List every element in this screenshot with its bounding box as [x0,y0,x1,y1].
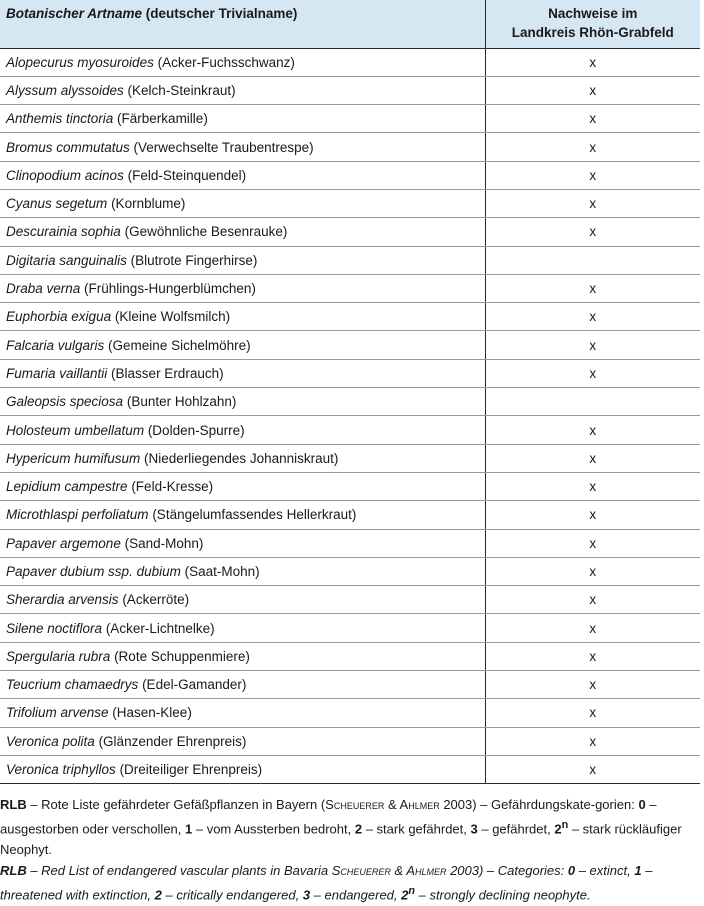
record-mark: x [485,133,700,161]
species-cell [0,161,485,189]
footnote-english-text: – endangered, [310,887,402,903]
table-row [0,557,700,585]
record-mark: x [485,359,700,387]
common-name: (Dolden-Spurre) [144,422,245,438]
table-row [0,671,700,699]
species-cell [0,133,485,161]
botanical-name: Euphorbia exigua [6,309,112,325]
table-row [0,472,700,500]
footnote-english-text: – strongly declining neophyte. [414,887,591,903]
footnote-german [0,794,700,860]
botanical-name: Draba verna [6,281,81,297]
species-cell [0,586,485,614]
common-name: (Färberkamille) [113,111,208,127]
record-mark: x [485,218,700,246]
botanical-name: Anthemis tinctoria [6,111,114,127]
species-cell [0,444,485,472]
botanical-name: Fumaria vaillantii [6,365,108,381]
footnote-english-category: 2 [401,887,409,903]
footnote-english-author: Scheuerer & Ahlmer [331,863,447,879]
botanical-name: Silene noctiflora [6,620,103,636]
footnote-german-category: 0 [638,797,646,812]
botanical-name: Alyssum alyssoides [6,82,124,98]
footnote-english-text: 2003) – Categories: [446,863,568,879]
common-name: (Niederliegendes Johanniskraut) [140,450,339,466]
common-name: (Dreiteiliger Ehrenpreis) [115,762,263,778]
botanical-name: Clinopodium acinos [6,167,124,183]
record-mark: x [485,416,700,444]
table-row [0,303,700,331]
record-mark: x [485,331,700,359]
common-name: (Kleine Wolfsmilch) [111,309,231,325]
species-cell [0,274,485,302]
botanical-name: Cyanus segetum [6,196,108,212]
record-mark: x [485,274,700,302]
botanical-name: Sherardia arvensis [6,592,119,608]
footnote-german-text: – stark gefährdet, [362,821,471,837]
table-row [0,614,700,642]
record-mark: x [485,614,700,642]
table-row [0,76,700,104]
species-cell [0,472,485,500]
table-row [0,586,700,614]
botanical-name: Bromus commutatus [6,139,130,155]
table-header [0,0,700,48]
record-mark [485,246,700,274]
species-cell [0,218,485,246]
common-name: (Blutrote Fingerhirse) [126,252,258,268]
footnote-english-abbr: RLB [0,863,27,879]
species-cell [0,557,485,585]
record-mark: x [485,557,700,585]
common-name: (Kelch-Steinkraut) [123,82,236,98]
table-row [0,727,700,755]
species-cell [0,614,485,642]
common-name: (Acker-Lichtnelke) [102,620,215,636]
footnote-english-category: 2 [154,887,162,903]
species-cell [0,303,485,331]
common-name: (Glänzender Ehrenpreis) [94,733,247,749]
footnote-german-abbr: RLB [0,797,27,812]
table-row [0,274,700,302]
record-mark: x [485,48,700,76]
botanical-name: Lepidium campestre [6,479,128,495]
column-header-records-line2: Landkreis Rhön-Grabfeld [511,25,674,40]
species-cell [0,189,485,217]
botanical-name: Trifolium arvense [6,705,109,721]
table-row [0,161,700,189]
column-header-records [485,0,700,48]
column-header-species-rest: (deutscher Trivialname) [142,6,298,21]
table-row [0,48,700,76]
record-mark: x [485,472,700,500]
common-name: (Frühlings-Hungerblümchen) [80,281,256,297]
footnote-english [0,860,700,905]
footnote-german-category: 3 [470,821,478,837]
table-row [0,218,700,246]
record-mark [485,388,700,416]
table-row [0,105,700,133]
table-row [0,246,700,274]
table-row [0,416,700,444]
column-header-species [0,0,485,48]
botanical-name: Digitaria sanguinalis [6,252,127,268]
common-name: (Feld-Steinquendel) [123,167,247,183]
common-name: (Sand-Mohn) [120,535,204,551]
botanical-name: Veronica triphyllos [6,762,116,778]
species-cell [0,388,485,416]
footnote-german-text: – ausgestorben oder verschollen, [0,797,657,837]
column-header-records-line1: Nachweise im [548,6,638,21]
record-mark: x [485,444,700,472]
footnote-german-author: Scheuerer & Ahlmer [325,797,440,812]
footnote-german-text: 2003) – Gefährdungskate-gorien: [439,797,639,812]
species-cell [0,331,485,359]
species-cell [0,359,485,387]
common-name: (Bunter Hohlzahn) [123,394,237,410]
common-name: (Ackerröte) [118,592,190,608]
table-row [0,755,700,783]
species-cell [0,76,485,104]
species-cell [0,699,485,727]
table-row [0,133,700,161]
footnote [0,794,700,906]
table-row [0,388,700,416]
footnote-german-category: 2 [354,821,363,837]
footnote-english-category: 3 [302,887,311,903]
record-mark: x [485,699,700,727]
table-row [0,444,700,472]
species-cell [0,529,485,557]
common-name: (Edel-Gamander) [138,677,247,693]
botanical-name: Hypericum humifusum [6,450,141,466]
footnote-english-text: – threatened with extinction, [0,863,653,903]
botanical-name: Teucrium chamaedrys [6,677,139,693]
botanical-name: Microthlaspi perfoliatum [6,507,149,523]
species-cell [0,416,485,444]
record-mark: x [485,727,700,755]
botanical-name: Spergularia rubra [6,648,111,664]
table-row [0,359,700,387]
botanical-name: Papaver dubium ssp. dubium [6,563,181,579]
footnote-english-text: – Red List of endangered vascular plants in Bavaria [26,863,332,879]
footnote-english-category: 1 [634,863,642,879]
record-mark: x [485,105,700,133]
botanical-name: Papaver argemone [6,535,121,551]
common-name: (Feld-Kresse) [127,479,214,495]
footnote-german-category-sup: n [561,819,569,831]
record-mark: x [485,76,700,104]
record-mark: x [485,303,700,331]
footnote-german-category: 1 [185,821,193,837]
footnote-german-text: – Rote Liste gefährdeter Gefäßpflanzen in Bayern ( [26,797,326,812]
common-name: (Saat-Mohn) [180,563,260,579]
species-cell [0,246,485,274]
species-cell [0,755,485,783]
botanical-name: Alopecurus myosuroides [6,54,154,70]
table-header-row [0,0,700,48]
record-mark: x [485,161,700,189]
table-row [0,189,700,217]
species-cell [0,105,485,133]
common-name: (Hasen-Klee) [108,705,192,721]
footnote-german-category: 2 [554,821,562,837]
column-header-species-italic: Botanischer Artname [6,6,143,21]
table-row [0,331,700,359]
botanical-name: Falcaria vulgaris [6,337,105,353]
record-mark: x [485,755,700,783]
record-mark: x [485,642,700,670]
table-row [0,699,700,727]
table-row [0,501,700,529]
footnote-german-text: – gefährdet, [477,821,555,837]
footnote-english-text: – extinct, [575,863,635,879]
record-mark: x [485,189,700,217]
table-body [0,48,700,784]
record-mark: x [485,501,700,529]
record-mark: x [485,586,700,614]
record-mark: x [485,671,700,699]
botanical-name: Holosteum umbellatum [6,422,145,438]
species-cell [0,642,485,670]
footnote-german-text: – stark rückläufiger Neophyt. [0,821,682,858]
species-cell [0,727,485,755]
species-cell [0,48,485,76]
common-name: (Acker-Fuchsschwanz) [153,54,295,70]
footnote-german-text: – vom Aussterben bedroht, [192,821,355,837]
common-name: (Gewöhnliche Besenrauke) [120,224,288,240]
common-name: (Rote Schuppenmiere) [110,648,250,664]
footnote-english-text: – critically endangered, [161,887,303,903]
species-cell [0,671,485,699]
footnote-english-category-sup: n [408,885,415,898]
common-name: (Blasser Erdrauch) [107,365,224,381]
record-mark: x [485,529,700,557]
species-cell [0,501,485,529]
table-row [0,642,700,670]
common-name: (Stängelumfassendes Hellerkraut) [148,507,357,523]
botanical-name: Descurainia sophia [6,224,121,240]
common-name: (Gemeine Sichelmöhre) [104,337,251,353]
botanical-name: Veronica polita [6,733,95,749]
table-row [0,529,700,557]
botanical-name: Galeopsis speciosa [6,394,124,410]
footnote-english-category: 0 [567,863,576,879]
common-name: (Verwechselte Traubentrespe) [129,139,314,155]
common-name: (Kornblume) [107,196,186,212]
